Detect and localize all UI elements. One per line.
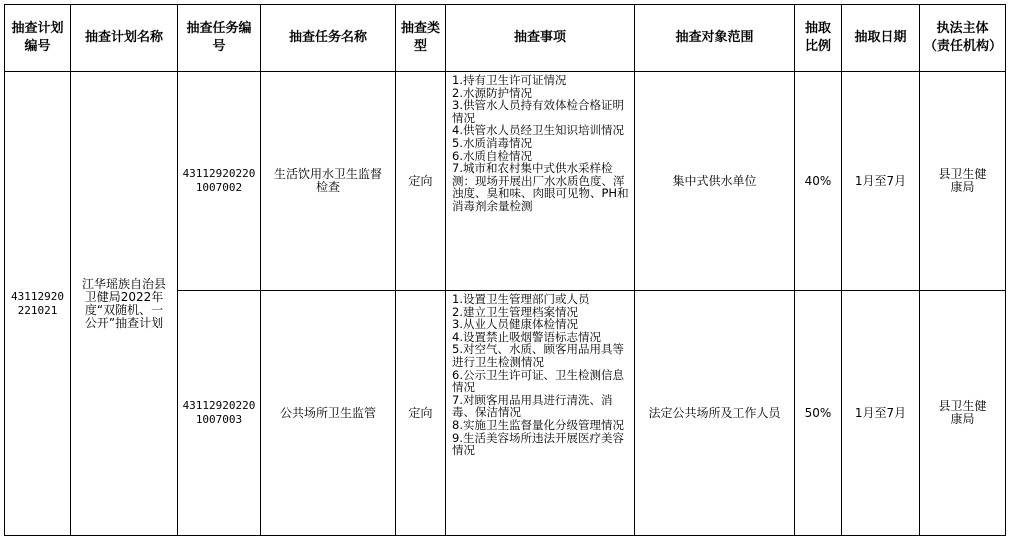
list-item: 9.生活美容场所违法开展医疗美容情况 [452, 430, 624, 458]
list-item: 3.供管水人员持有效体检合格证明情况 [452, 98, 624, 125]
header-items: 抽查事项 [446, 5, 635, 72]
list-item: 2.建立卫生管理档案情况 [452, 304, 578, 319]
list-item: 6.公示卫生许可证、卫生检测信息情况 [452, 367, 624, 395]
table-row [5, 72, 1006, 291]
list-item: 5.水质消毒情况 [452, 135, 532, 150]
task-agency-cell: 县卫生健康局 [920, 291, 1006, 536]
header-row [5, 5, 1006, 72]
header-date: 抽取日期 [842, 5, 920, 72]
task-name-cell: 生活饮用水卫生监督检查 [261, 72, 396, 291]
header-plan-code: 抽查计划编号 [5, 5, 71, 72]
task-agency-cell: 县卫生健康局 [920, 72, 1006, 291]
plan-code-cell: 43112920221021 [5, 72, 71, 536]
task-code-cell: 431129202201007002 [178, 72, 261, 291]
task-date-cell: 1月至7月 [842, 72, 920, 291]
list-item: 6.水质自检情况 [452, 148, 532, 163]
list-item: 7.对顾客用品用具进行清洗、消毒、保洁情况 [452, 392, 613, 420]
list-item: 4.设置禁止吸烟警语标志情况 [452, 329, 601, 344]
task-items-cell [446, 72, 635, 291]
header-task-code: 抽查任务编号 [178, 5, 261, 72]
plan-name-cell: 江华瑶族自治县卫健局2022年度“双随机、一公开”抽查计划 [71, 72, 178, 536]
header-agency: 执法主体（责任机构） [920, 5, 1006, 72]
list-item: 1.持有卫生许可证情况 [452, 73, 567, 87]
header-type: 抽查类型 [396, 5, 446, 72]
list-item: 1.设置卫生管理部门或人员 [452, 292, 590, 306]
task-date-cell: 1月至7月 [842, 291, 920, 536]
task-scope-cell: 集中式供水单位 [635, 72, 795, 291]
header-task-name: 抽查任务名称 [261, 5, 396, 72]
header-ratio: 抽取比例 [795, 5, 842, 72]
task-scope-cell: 法定公共场所及工作人员 [635, 291, 795, 536]
task-type-cell: 定向 [396, 72, 446, 291]
task-code-cell: 431129202201007003 [178, 291, 261, 536]
list-item: 5.对空气、水质、顾客用品用具等进行卫生检测情况 [452, 342, 624, 369]
inspection-plan-table [4, 4, 1006, 536]
task-ratio-cell: 40% [795, 72, 842, 291]
header-scope: 抽查对象范围 [635, 5, 795, 72]
task-type-cell: 定向 [396, 291, 446, 536]
task-name-cell: 公共场所卫生监管 [261, 291, 396, 536]
list-item: 3.从业人员健康体检情况 [452, 317, 578, 332]
header-plan-name: 抽查计划名称 [71, 5, 178, 72]
list-item: 4.供管水人员经卫生知识培训情况 [452, 123, 624, 138]
task-ratio-cell: 50% [795, 291, 842, 536]
list-item: 7.城市和农村集中式供水采样检测：现场开展出厂水水质色度、浑浊度、臭和味、肉眼可见物、PH和消毒剂余量检测 [452, 161, 629, 213]
task-items-cell [446, 291, 635, 536]
list-item: 2.水源防护情况 [452, 85, 532, 100]
list-item: 8.实施卫生监督量化分级管理情况 [452, 417, 624, 432]
